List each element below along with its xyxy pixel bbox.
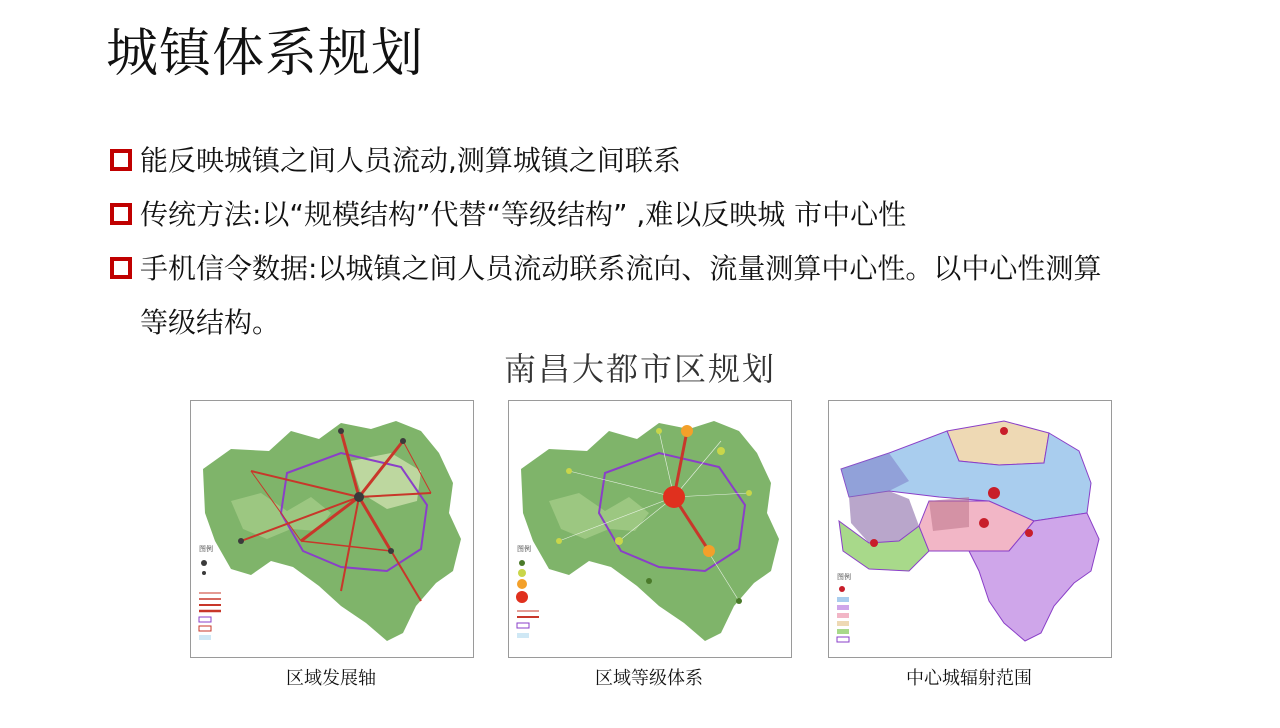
map-graphic [829,401,1111,657]
bullet-list [110,134,1210,350]
map-regional-development-axes [190,400,474,658]
bullet-text: 手机信令数据:以城镇之间人员流动联系流向、流量测算中心性。以中心性测算 [140,252,1102,285]
map-graphic [509,401,791,657]
map-caption: 中心城辐射范围 [906,668,1032,689]
map-graphic [191,401,473,657]
bullet-text: 能反映城镇之间人员流动,测算城镇之间联系 [140,144,681,177]
slide-title: 城镇体系规划 [106,24,425,84]
square-bullet-icon [110,149,132,171]
legend-title: 图例 [837,574,851,581]
bullet-item [110,242,1210,350]
legend-title: 图例 [517,546,531,553]
bullet-text: 传统方法:以“规模结构”代替“等级结构” ,难以反映城 市中心性 [140,198,907,231]
square-bullet-icon [110,257,132,279]
bullet-item [110,188,1210,242]
bullet-text-continuation: 等级结构。 [140,306,281,339]
map-caption: 区域发展轴 [286,668,376,689]
legend-title: 图例 [199,546,213,553]
square-bullet-icon [110,203,132,225]
map-regional-hierarchy [508,400,792,658]
figure-title: 南昌大都市区规划 [503,350,776,388]
map-central-city-radiation [828,400,1112,658]
bullet-item [110,134,1210,188]
map-caption: 区域等级体系 [595,668,703,689]
